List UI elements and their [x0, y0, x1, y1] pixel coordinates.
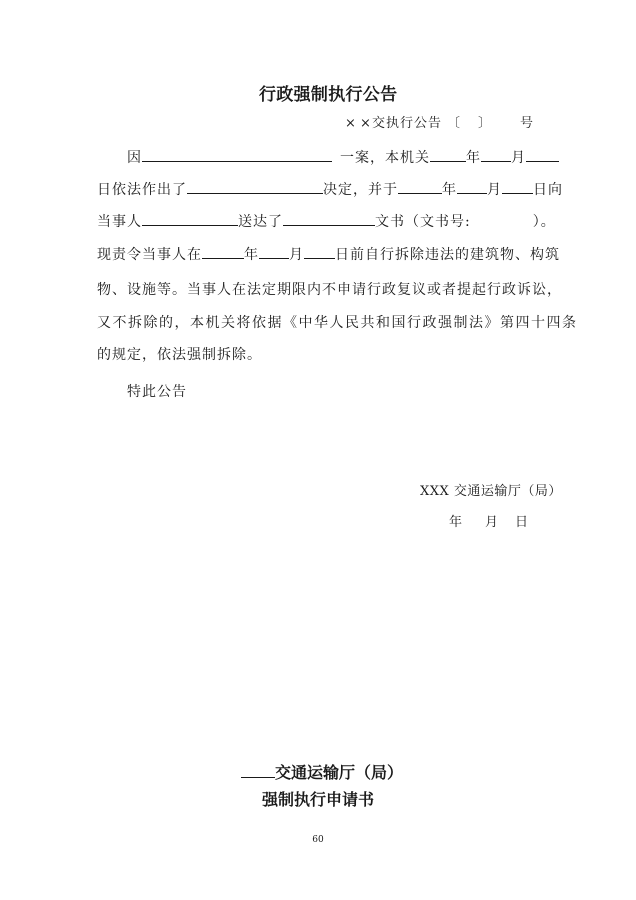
signature-issuer: XXX 交通运输厅（局）: [420, 484, 562, 499]
blank-field-document: [283, 213, 375, 226]
blank-field-year: [202, 246, 244, 259]
closing-text: 特此公告: [127, 384, 187, 400]
line2-text-b: 决定，并于: [323, 182, 398, 198]
doc-number-org: 交执行公告: [372, 116, 443, 131]
blank-field-case: [142, 149, 332, 162]
page-number: 60: [312, 835, 324, 845]
next-doc-issuer-text: 交通运输厅（局）: [275, 763, 404, 782]
line3-text-a: 当事人: [97, 214, 142, 230]
blank-field-party: [142, 213, 238, 226]
line1-text-d: 月: [511, 150, 526, 166]
next-doc-issuer: [241, 762, 403, 784]
doc-number-close-bracket: 〕: [478, 116, 492, 131]
blank-field-decision: [187, 181, 323, 194]
line2-text-e: 日向: [533, 182, 563, 198]
blank-field-day: [502, 181, 533, 194]
doc-number-open-bracket: 〔: [447, 116, 461, 131]
blank-field-month: [259, 246, 289, 259]
blank-field-year: [430, 149, 466, 162]
body-line-5: 物、设施等。当事人在法定期限内不申请行政复议或者提起行政诉讼，: [97, 282, 562, 298]
line4-text-c: 月: [289, 247, 304, 263]
blank-field-year: [398, 181, 442, 194]
line1-text-c: 年: [466, 150, 481, 166]
next-doc-title: 强制执行申请书: [261, 790, 374, 809]
line2-text-c: 年: [442, 182, 457, 198]
blank-field-month: [457, 181, 487, 194]
line4-text-a: 现责令当事人在: [97, 247, 202, 263]
line2-text-a: 日依法作出了: [97, 182, 187, 198]
body-line-6: 又不拆除的，本机关将依据《中华人民共和国行政强制法》第四十四条: [97, 315, 578, 331]
blank-field-day: [304, 246, 335, 259]
date-month: 月: [485, 515, 499, 530]
line1-text-a: 因: [127, 150, 142, 166]
line4-text-b: 年: [244, 247, 259, 263]
line2-text-d: 月: [487, 182, 502, 198]
date-day: 日: [515, 515, 529, 530]
line1-text-b: 一案，本机关: [340, 150, 430, 166]
blank-field-month: [481, 149, 511, 162]
body-line-4: [97, 245, 560, 265]
blank-field-day: [526, 149, 559, 162]
line3-text-c: 文书（文书号:: [375, 214, 471, 230]
body-line-7: 的规定，依法强制拆除。: [97, 347, 262, 363]
body-line-1: [127, 148, 559, 168]
line3-text-b: 送达了: [238, 214, 283, 230]
blank-field-department: [241, 763, 275, 778]
line4-text-d: 日前自行拆除违法的建筑物、构筑: [335, 247, 560, 263]
document-title: 行政强制执行公告: [259, 85, 398, 105]
body-line-3: [97, 212, 556, 232]
body-line-2: [97, 180, 563, 200]
date-year: 年: [449, 515, 463, 530]
doc-number-prefix: × ×: [345, 116, 371, 131]
doc-number-suffix: 号: [520, 116, 534, 131]
line3-text-d: ）。: [532, 214, 556, 230]
